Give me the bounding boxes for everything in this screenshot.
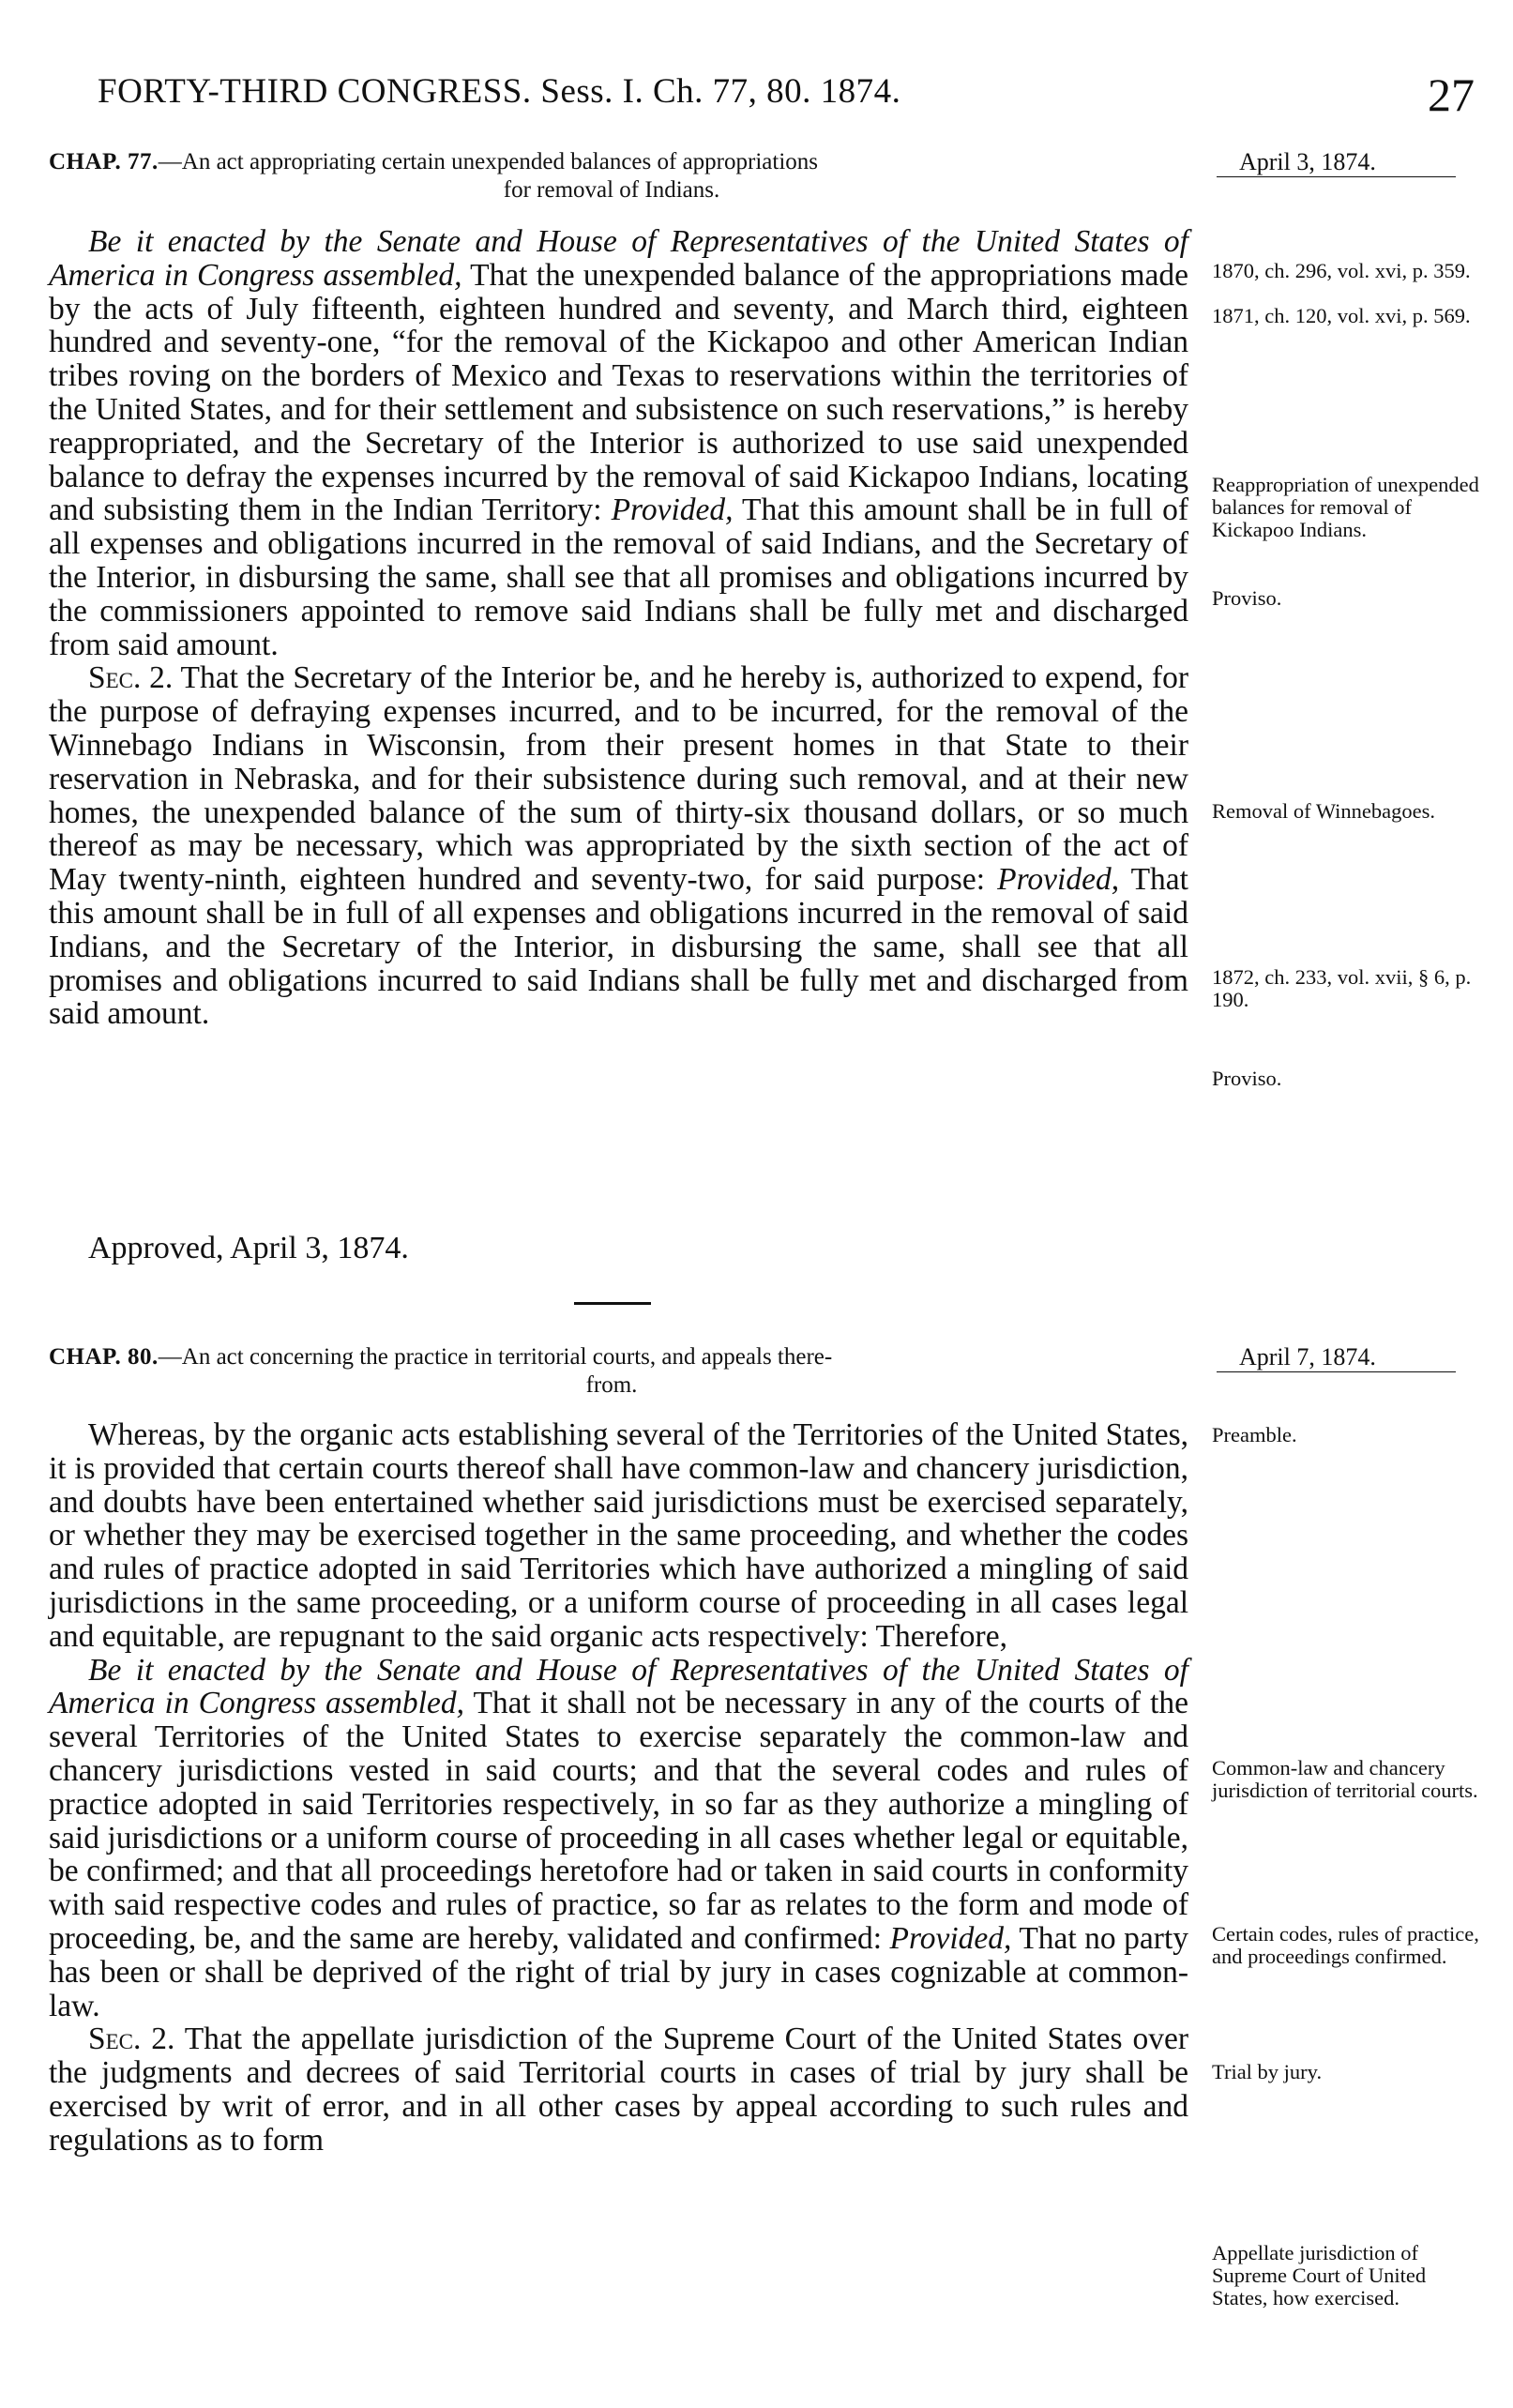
section-2-paragraph: Sec. 2. That the Secretary of the Interior be, and he hereby is, authorized to expend, for the purpose of defraying expenses incurred, and to be incurred, for the removal of the Winnebago Indians in Wisconsin, from their present homes in that State to their reservation in Nebraska, and for their subsistence during such removal, and at their new homes, the unexpended balance of the sum of thirty-six thousand dollars, or so much thereof as may be necessary, which was appropriated by the sixth section of the act of May twenty-ninth, eighteen hundred and seventy-two, for said purpose: Provided, That this amount shall be in full of all expenses and obligations incurred in the removal of said Indians, and the Secretary of the Interior, in disbursing the same, shall see that all promises and obligations incurred to said Indians shall be fully met and discharged from said amount. bbox=[49, 660, 1188, 1032]
margin-note-common-law: Common-law and chancery jurisdiction of territorial courts. bbox=[1212, 1756, 1478, 1802]
section-label: Sec. 2. bbox=[88, 660, 174, 696]
section-2-paragraph: Sec. 2. That the appellate jurisdiction of the Supreme Court of the United States over the judgments and decrees of said Territorial courts in cases of trial by jury shall be exercised by writ of error, and in all other cases by appeal according to such rules and regulations as to form bbox=[49, 2022, 1188, 2158]
chapter-title: —An act appropriating certain unexpended balances of appropriations bbox=[158, 149, 818, 174]
chapter-date: April 7, 1874. bbox=[1217, 1343, 1456, 1372]
margin-note-appellate: Appellate jurisdiction of Supreme Court of United States, how exercised. bbox=[1212, 2241, 1427, 2310]
chapter-date: April 3, 1874. bbox=[1217, 148, 1456, 177]
chapter-80-body bbox=[49, 1418, 1188, 2158]
document-page bbox=[49, 0, 1479, 2408]
chapter-77-body bbox=[49, 225, 1188, 1031]
section-divider bbox=[574, 1302, 651, 1305]
page-header bbox=[49, 68, 1475, 124]
chapter-title-cont: for removal of Indians. bbox=[503, 177, 720, 203]
chapter-label: CHAP. 80. bbox=[49, 1344, 159, 1370]
page-number: 27 bbox=[1428, 68, 1475, 121]
margin-note-reappropriation: Reappropriation of unexpended balances for removal of Kickapoo Indians. bbox=[1212, 473, 1479, 541]
margin-note-codes: Certain codes, rules of practice, and proceedings confirmed. bbox=[1212, 1922, 1479, 1968]
margin-note-citation: 1871, ch. 120, vol. xvi, p. 569. bbox=[1212, 304, 1471, 327]
enacting-clause: Be it enacted by the Senate and House of Representatives of the United States of America in Congress assembled, bbox=[49, 1652, 1188, 1721]
chapter-title-cont: from. bbox=[585, 1372, 638, 1398]
margin-note-preamble: Preamble. bbox=[1212, 1423, 1297, 1446]
approval-line: Approved, April 3, 1874. bbox=[88, 1231, 409, 1265]
enacting-clause: Be it enacted by the Senate and House of Representatives of the United States of America in Congress assembled, bbox=[49, 224, 1188, 293]
chapter-label: CHAP. 77. bbox=[49, 149, 159, 174]
margin-note-jury: Trial by jury. bbox=[1212, 2060, 1323, 2083]
enacting-paragraph: Be it enacted by the Senate and House of Representatives of the United States of America in Congress assembled, That the unexpended balance of the appropriations made by the acts of July fifteenth, eighteen hundred and seventy, and March third, eighteen hundred and seventy-one, “for the removal of the Kickapoo and other American Indian tribes roving on the borders of Mexico and Texas to reservations within the territories of the United States, and for their settlement and subsistence on such reservations,” is hereby reappropriated, and the Secretary of the Interior is authorized to use said unexpended balance to defray the expenses incurred by the removal of said Kickapoo Indians, locating and subsisting them in the Indian Territory: Provided, That this amount shall be in full of all expenses and obligations incurred in the removal of said Indians, and the Secretary of the Interior, in disbursing the same, shall see that all promises and obligations incurred by the commissioners appointed to remove said Indians shall be fully met and discharged from said amount. bbox=[49, 224, 1188, 662]
running-title: FORTY-THIRD CONGRESS. Sess. I. Ch. 77, 80. 1874. bbox=[98, 72, 901, 111]
chapter-title: —An act concerning the practice in territorial courts, and appeals there- bbox=[158, 1344, 833, 1370]
enacting-paragraph: Be it enacted by the Senate and House of Representatives of the United States of America in Congress assembled, That it shall not be necessary in any of the courts of the several Territories of the United States to exercise separately the common-law and chancery jurisdictions vested in said courts; and that the several codes and rules of practice adopted in said Territories respectively, in so far as they authorize a mingling of said jurisdictions or a uniform course of proceeding in all cases whether legal or equitable, be confirmed; and that all proceedings heretofore had or taken in said courts in conformity with said respective codes and rules of practice, so far as relates to the form and mode of proceeding, be, and the same are hereby, validated and confirmed: Provided, That no party has been or shall be deprived of the right of trial by jury in cases cognizable at common-law. bbox=[49, 1652, 1189, 2023]
margin-note-proviso: Proviso. bbox=[1212, 586, 1282, 610]
margin-note-citation: 1870, ch. 296, vol. xvi, p. 359. bbox=[1212, 259, 1471, 282]
preamble-paragraph: Whereas, by the organic acts establishing several of the Territories of the United States, it is provided that certain courts thereof shall have common-law and chancery jurisdiction, and doubts have been entertained whether said jurisdictions must be exercised separately, or whether they may be exercised together in the same proceeding, and whether the codes and rules of practice adopted in said Territories which have authorized a mingling of said jurisdictions in the same proceeding, or a uniform course of proceeding in all cases legal and equitable, are repugnant to the said organic acts respectively: Therefore, bbox=[49, 1417, 1188, 1654]
section-label: Sec. 2. bbox=[88, 2022, 175, 2057]
margin-note-proviso: Proviso. bbox=[1212, 1067, 1282, 1090]
margin-note-winnebago: Removal of Winnebagoes. bbox=[1212, 799, 1435, 823]
margin-note-citation: 1872, ch. 233, vol. xvii, § 6, p. 190. bbox=[1212, 965, 1472, 1011]
